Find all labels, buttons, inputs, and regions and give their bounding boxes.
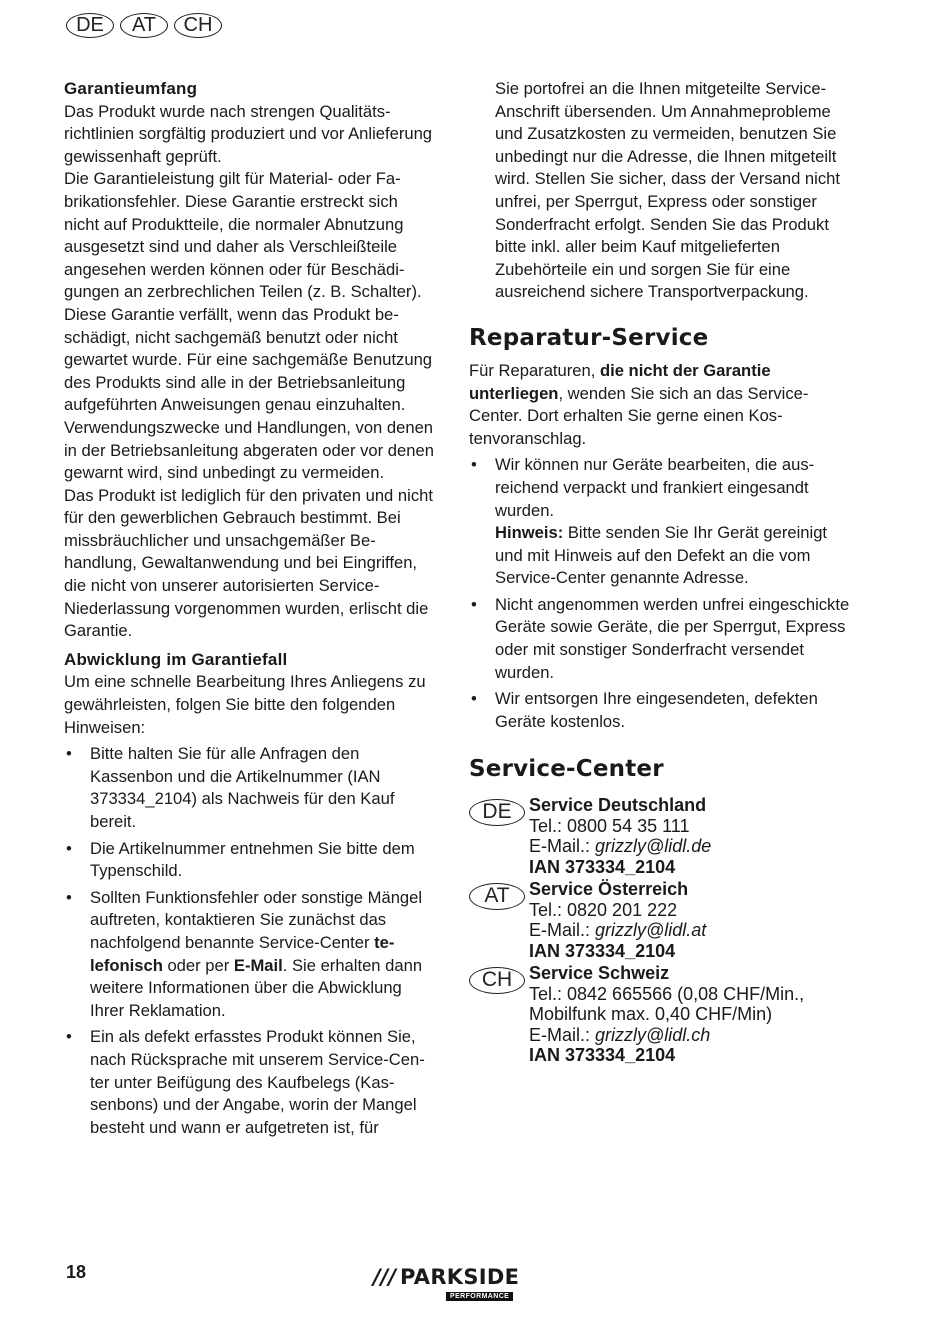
service-ian: IAN 373334_2104	[529, 856, 676, 877]
claim-bullet-2: • Die Artikelnummer entnehmen Sie bitte dem Typenschild.	[64, 838, 436, 883]
country-tag-de: DE	[66, 13, 114, 38]
claim-list	[64, 743, 436, 1139]
service-email[interactable]: grizzly@lidl.de	[595, 836, 712, 857]
service-email-line	[529, 920, 706, 941]
continued-text: Sie portofrei an die Ihnen mitgeteilte Service-Anschrift übersenden. Um Annahmeprobleme und Zusatzkosten zu vermeiden, benutzen Sie unbedingt nur die Adresse, die Ihnen mitgeteilt wird. Stellen Sie sicher, dass der Versand nicht unfrei, per Sperrgut, Express oder sonstiger Sonderfracht erfolgt. Senden Sie das Produkt bitte inkl. aller beim Kauf mitgelieferten Zubehörteile ein und sorgen Sie für eine ausreichend sichere Transportverpackung.	[495, 79, 840, 302]
country-tag-ch: CH	[174, 13, 222, 38]
logo-stripes-icon: ///	[373, 1265, 397, 1289]
service-badge-at	[469, 879, 529, 961]
service-email-label: E-Mail.:	[529, 920, 596, 941]
claim-bullet-3-email: E-Mail	[233, 955, 283, 975]
service-phone: Tel.: 0820 201 222	[529, 899, 678, 920]
service-email-line	[529, 836, 711, 857]
service-name: Service Schweiz	[529, 963, 670, 984]
guarantee-scope-paragraph-2: Die Garantieleistung gilt für Material- oder Fabrikationsfehler. Diese Garantie erstreckt sich nicht auf Produktteile, die normaler Abnutzung ausgesetzt sind und daher als Verschleißteile angesehen werden können oder für Beschädigungen an zerbrechlichen Teilen (z. B. Schalter).	[64, 169, 422, 302]
repair-list	[469, 454, 854, 733]
service-phone: Tel.: 0842 665566 (0,08 CHF/Min., Mobilfunk max. 0,40 CHF/Min)	[529, 983, 805, 1025]
guarantee-scope-heading: Garantieumfang	[64, 79, 198, 98]
service-entry-at	[469, 879, 854, 961]
guarantee-scope-paragraph-1: Das Produkt wurde nach strengen Qualitätsrichtlinien sorgfältig produziert und vor Anlieferung gewissenhaft geprüft.	[64, 101, 433, 166]
service-entry-de	[469, 795, 854, 877]
claim-bullet-3-phone: telefonisch	[90, 932, 395, 975]
repair-bullet-1	[469, 454, 854, 590]
claim-bullet-3-text: Sollten Funktionsfehler oder sonstige Mängel auftreten, kontaktieren Sie zunächst das nachfolgend benannte Service-Center	[90, 887, 423, 952]
right-column	[469, 78, 854, 1066]
claim-bullet-3	[64, 887, 436, 1023]
logo-subtitle: PERFORMANCE	[446, 1292, 513, 1301]
service-ian: IAN 373334_2104	[529, 940, 676, 961]
country-tags	[66, 13, 222, 38]
claim-heading: Abwicklung im Garantiefall	[64, 649, 288, 669]
service-info-at	[529, 879, 706, 961]
repair-intro-end: , wenden Sie sich an das Service-Center. Dort erhalten Sie gerne einen Kostenvoranschlag.	[469, 383, 809, 448]
service-phone: Tel.: 0800 54 35 111	[529, 815, 690, 836]
service-name: Service Deutschland	[529, 795, 707, 816]
service-center-heading: Service-Center	[469, 756, 664, 783]
repair-intro	[469, 360, 854, 450]
page-number: 18	[66, 1262, 87, 1282]
repair-bullet-3: • Wir entsorgen Ihre eingesendeten, defekten Geräte kostenlos.	[469, 688, 854, 733]
service-badge-ch	[469, 963, 529, 1066]
claim-bullet-1: • Bitte halten Sie für alle Anfragen den Kassenbon und die Artikelnummer (IAN 373334_2104) als Nachweis für den Kauf bereit.	[64, 743, 436, 833]
claim-bullet-3-end: . Sie erhalten dann weitere Informationen über die Abwicklung Ihrer Reklamation.	[90, 955, 423, 1020]
service-email-line	[529, 1025, 849, 1046]
service-info-ch	[529, 963, 849, 1066]
claim-bullet-4: • Ein als defekt erfasstes Produkt können Sie, nach Rücksprache mit unserem Service-Center unter Beifügung des Kaufbelegs (Kassenbons) und der Angabe, worin der Mangel besteht und wann er aufgetreten ist, für	[64, 1026, 436, 1139]
service-email[interactable]: grizzly@lidl.ch	[595, 1024, 711, 1045]
repair-note-label: Hinweis:	[495, 523, 564, 543]
repair-intro-text: Für Reparaturen,	[469, 360, 600, 380]
repair-bullet-1-text: Wir können nur Geräte bearbeiten, die ausreichend verpackt und frankiert eingesandt wurden.	[495, 455, 815, 520]
country-badge: AT	[469, 883, 525, 910]
left-column	[64, 78, 436, 1139]
logo-text: PARKSIDE	[400, 1265, 520, 1289]
service-entry-ch	[469, 963, 854, 1066]
service-info-de	[529, 795, 711, 877]
service-email-label: E-Mail.:	[529, 836, 596, 857]
repair-service-heading: Reparatur-Service	[469, 324, 709, 351]
guarantee-scope-paragraph-4: Das Produkt ist lediglich für den privaten und nicht für den gewerblichen Gebrauch bestimmt. Bei missbräuchlicher und unsachgemäßer Behandlung, Gewaltanwendung und bei Eingriffen, die nicht von unserer autorisierten Service-Niederlassung vorgenommen wurden, erlischt die Garantie.	[64, 485, 433, 641]
service-email-label: E-Mail.:	[529, 1024, 596, 1045]
service-ian: IAN 373334_2104	[529, 1045, 676, 1066]
service-email[interactable]: grizzly@lidl.at	[595, 920, 707, 941]
country-tag-at: AT	[120, 13, 168, 38]
claim-intro: Um eine schnelle Bearbeitung Ihres Anliegens zu gewährleisten, folgen Sie bitte den folgenden Hinweisen:	[64, 672, 426, 737]
repair-intro-bold: die nicht der Garantie unterliegen	[469, 360, 771, 403]
country-badge: DE	[469, 799, 525, 826]
repair-bullet-2: • Nicht angenommen werden unfrei eingeschickte Geräte sowie Geräte, die per Sperrgut, Express oder mit sonstiger Sonderfracht versendet wurden.	[469, 594, 854, 684]
repair-note-text: Bitte senden Sie Ihr Gerät gereinigt und mit Hinweis auf den Defekt an die vom Service-Center genannte Adresse.	[495, 523, 828, 588]
guarantee-scope-paragraph-3: Diese Garantie verfällt, wenn das Produkt beschädigt, nicht sachgemäß benutzt oder nicht gewartet wurde. Für eine sachgemäße Benutzung des Produkts sind alle in der Betriebsanleitung aufgeführten Anweisungen genau einzuhalten. Verwendungszwecke und Handlungen, von denen in der Betriebsanleitung abgeraten oder vor denen gewarnt wird, sind unbedingt zu vermeiden.	[64, 304, 434, 483]
service-badge-de	[469, 795, 529, 877]
service-name: Service Österreich	[529, 879, 689, 900]
country-badge: CH	[469, 967, 525, 994]
claim-bullet-3-mid: oder per	[162, 955, 234, 975]
parkside-logo	[373, 1265, 528, 1305]
